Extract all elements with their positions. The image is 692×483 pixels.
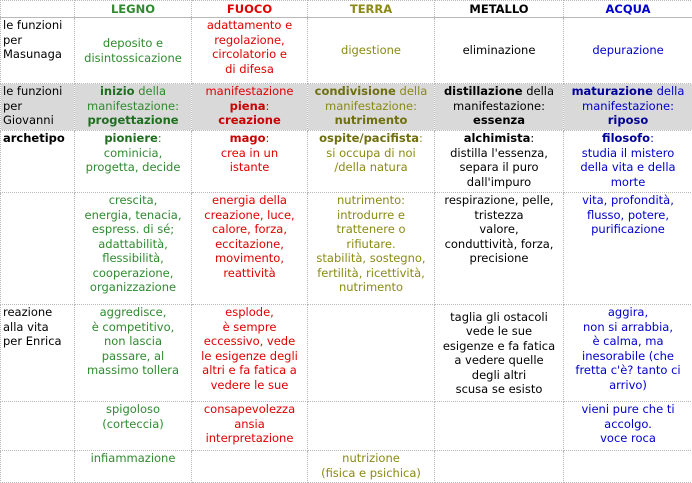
row-seven — [1, 451, 692, 483]
masunaga-row — [1, 18, 692, 84]
enrica-terra — [308, 305, 435, 402]
archetipo-fuoco — [192, 131, 308, 193]
row7-fuoco — [192, 451, 308, 483]
qualities-acqua: vita, profondità, flusso, potere, purificazione — [564, 193, 692, 305]
giovanni-metallo-text1: della manifestazione: — [453, 84, 555, 113]
qualities-fuoco: energia della creazione, luce, calore, forza, eccitazione, movimento, reattività — [192, 193, 308, 305]
archetipo-metallo-text: distilla l'essenza, separa il puro dall'impuro — [450, 145, 548, 189]
giovanni-acqua-bold2: riposo — [607, 113, 649, 127]
row7-acqua — [564, 451, 692, 483]
row-six — [1, 402, 692, 451]
header-acqua: ACQUA — [564, 1, 692, 18]
masunaga-terra: digestione — [308, 18, 435, 84]
row-label-seven — [1, 451, 75, 483]
enrica-metallo: taglia gli ostacoli vede le sue esigenze e fa fatica a vedere quelle degli altri scusa se esisto — [435, 305, 564, 402]
archetipo-terra-colon: : — [418, 131, 423, 145]
row7-terra: nutrizione (fisica e psichica) — [308, 451, 435, 483]
archetipo-terra — [308, 131, 435, 193]
row6-fuoco: consapevolezza ansia interpretazione — [192, 402, 308, 451]
qualities-metallo: respirazione, pelle, tristezza valore, conduttività, forza, precisione — [435, 193, 564, 305]
archetipo-metallo-colon: : — [530, 131, 535, 145]
archetipo-acqua-text: studia il mistero della vita e della morte — [580, 145, 676, 189]
archetipo-metallo-title: alchimista — [463, 131, 531, 145]
masunaga-fuoco: adattamento e regolazione, circolatorio e di difesa — [192, 18, 308, 84]
archetipo-legno — [75, 131, 192, 193]
giovanni-terra-bold2: nutrimento — [334, 113, 408, 127]
row6-legno: spigoloso (corteccia) — [75, 402, 192, 451]
giovanni-fuoco-bold2: creazione — [218, 113, 281, 127]
header-row — [1, 1, 692, 18]
archetipo-legno-text: cominicia, progetta, decide — [85, 145, 181, 174]
header-terra: TERRA — [308, 1, 435, 18]
row-label-masunaga: le funzioni per Masunaga — [1, 18, 75, 84]
giovanni-legno-bold2: progettazione — [87, 113, 179, 127]
enrica-acqua: aggira, non si arrabbia, è calma, ma inesorabile (che fretta c'è? tanto ci arrivo) — [564, 305, 692, 402]
giovanni-terra-text1: della manifestazione: — [325, 84, 428, 113]
giovanni-fuoco-text2: : — [265, 98, 270, 113]
row-label-six — [1, 402, 75, 451]
row6-terra — [308, 402, 435, 451]
archetipo-legno-colon: : — [157, 131, 162, 145]
giovanni-fuoco-bold1: piena — [229, 98, 266, 113]
qualities-terra: nutrimento: introdurre e trattenere o rifiutare. stabilità, sostegno, fertilità, ricettività, nutrimento — [308, 193, 435, 305]
archetipo-row — [1, 131, 692, 193]
giovanni-terra — [308, 84, 435, 131]
giovanni-legno-text1: della manifestazione: — [87, 84, 179, 113]
row7-legno: infiammazione — [75, 451, 192, 483]
archetipo-fuoco-title: mago — [229, 131, 266, 145]
giovanni-fuoco-text1: manifestazione — [205, 84, 294, 98]
giovanni-acqua-bold1: maturazione — [571, 84, 653, 98]
archetipo-fuoco-text: crea in un istante — [220, 145, 279, 174]
archetipo-acqua-title: filosofo — [602, 131, 651, 145]
giovanni-metallo-bold2: essenza — [473, 113, 525, 127]
masunaga-legno: deposito e disintossicazione — [75, 18, 192, 84]
enrica-fuoco: esplode, è sempre eccessivo, vede le esigenze degli altri e fa fatica a vedere le sue — [192, 305, 308, 402]
qualities-legno: crescita, energia, tenacia, espress. di sé; adattabilità, flessibilità, cooperazione, organizzazione — [75, 193, 192, 305]
giovanni-terra-bold1: condivisione — [314, 84, 396, 98]
header-fuoco: FUOCO — [192, 1, 308, 18]
archetipo-terra-title: ospite/pacifista — [319, 131, 419, 145]
row7-metallo — [435, 451, 564, 483]
giovanni-acqua-text1: della manifestazione: — [582, 84, 685, 113]
archetipo-label-text: archetipo — [3, 131, 65, 145]
giovanni-acqua — [564, 84, 692, 131]
row-label-qualities — [1, 193, 75, 305]
archetipo-legno-title: pioniere — [104, 131, 158, 145]
masunaga-metallo: eliminazione — [435, 18, 564, 84]
giovanni-legno-bold1: inizio — [99, 84, 135, 98]
archetipo-fuoco-colon: : — [265, 131, 270, 145]
header-empty-cell — [1, 1, 75, 18]
qualities-row — [1, 193, 692, 305]
row-label-archetipo — [1, 131, 75, 193]
row-label-giovanni: le funzioni per Giovanni — [1, 84, 75, 131]
giovanni-row — [1, 84, 692, 131]
giovanni-fuoco — [192, 84, 308, 131]
archetipo-acqua — [564, 131, 692, 193]
giovanni-legno — [75, 84, 192, 131]
archetipo-metallo — [435, 131, 564, 193]
enrica-legno: aggredisce, è competitivo, non lascia passare, al massimo tollera — [75, 305, 192, 402]
header-metallo: METALLO — [435, 1, 564, 18]
archetipo-acqua-colon: : — [650, 131, 654, 145]
header-legno: LEGNO — [75, 1, 192, 18]
row6-acqua: vieni pure che ti accolgo. voce roca — [564, 402, 692, 451]
enrica-row — [1, 305, 692, 402]
row-label-enrica: reazione alla vita per Enrica — [1, 305, 75, 402]
giovanni-metallo-bold1: distillazione — [443, 84, 523, 98]
row6-metallo — [435, 402, 564, 451]
archetipo-terra-text: si occupa di noi /della natura — [326, 145, 416, 174]
giovanni-metallo — [435, 84, 564, 131]
masunaga-acqua: depurazione — [564, 18, 692, 84]
